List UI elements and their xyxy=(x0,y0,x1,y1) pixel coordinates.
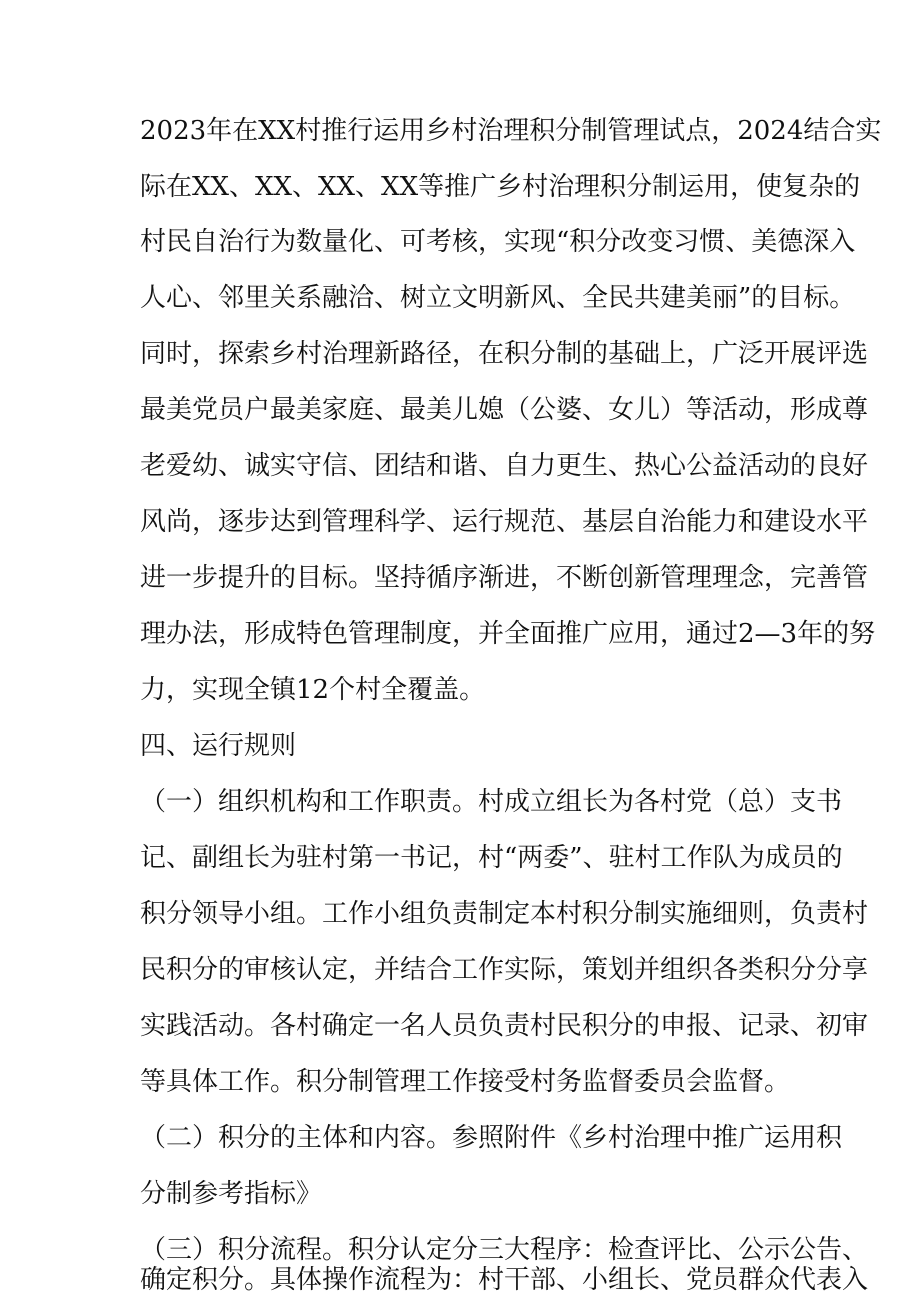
text-line-1: 2023年在XX村推行运用乡村治理积分制管理试点，2024结合实 xyxy=(140,116,882,146)
text-line-3: 村民自治行为数量化、可考核，实现“积分改变习惯、美德深入 xyxy=(140,227,856,257)
text-line-14: 记、副组长为驻村第一书记，村“两委”、驻村工作队为成员的 xyxy=(140,843,843,873)
text-line-15: 积分领导小组。工作小组负责制定本村积分制实施细则，负责村 xyxy=(140,899,869,929)
text-line-21: （三）积分流程。积分认定分三大程序：检查评比、公示公告、 xyxy=(140,1235,869,1265)
text-line-8: 风尚，逐步达到管理科学、运行规范、基层自治能力和建设水平 xyxy=(140,507,869,537)
text-line-4: 人心、邻里关系融洽、树立文明新风、全民共建美丽”的目标。 xyxy=(140,283,856,313)
text-line-13: （一）组织机构和工作职责。村成立组长为各村党（总）支书 xyxy=(140,787,843,817)
text-line-17: 实践活动。各村确定一名人员负责村民积分的申报、记录、初审 xyxy=(140,1011,869,1041)
text-line-11: 力，实现全镇12个村全覆盖。 xyxy=(140,675,486,705)
text-line-16: 民积分的审核认定，并结合工作实际，策划并组织各类积分分享 xyxy=(140,955,869,985)
text-line-5: 同时，探索乡村治理新路径，在积分制的基础上，广泛开展评选 xyxy=(140,339,869,369)
section-heading: 四、运行规则 xyxy=(140,731,297,761)
text-line-19: （二）积分的主体和内容。参照附件《乡村治理中推广运用积 xyxy=(140,1123,843,1153)
text-line-2: 际在XX、XX、XX、XX等推广乡村治理积分制运用，使复杂的 xyxy=(140,172,861,202)
text-line-7: 老爱幼、诚实守信、团结和谐、自力更生、热心公益活动的良好 xyxy=(140,451,869,481)
text-line-10: 理办法，形成特色管理制度，并全面推广应用，通过2—3年的努 xyxy=(140,619,876,649)
text-line-6: 最美党员户最美家庭、最美儿媳（公婆、女儿）等活动，形成尊 xyxy=(140,395,869,425)
text-line-18: 等具体工作。积分制管理工作接受村务监督委员会监督。 xyxy=(140,1067,791,1097)
text-line-9: 进一步提升的目标。坚持循序渐进，不断创新管理理念，完善管 xyxy=(140,563,869,593)
text-line-20: 分制参考指标》 xyxy=(140,1179,323,1209)
text-line-22: 确定积分。具体操作流程为：村干部、小组长、党员群众代表入 xyxy=(140,1265,869,1295)
